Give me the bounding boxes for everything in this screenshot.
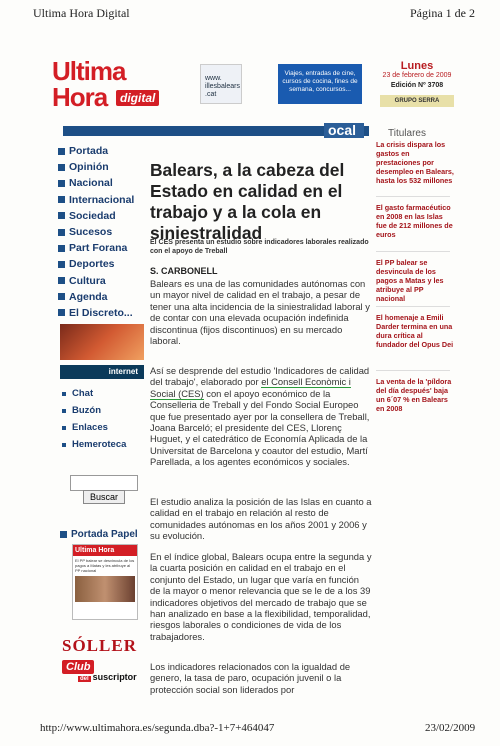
nav-item-label: Sociedad [69,209,116,222]
nav-item-label: Deportes [69,258,115,271]
titular-link[interactable]: La venta de la 'píldora del día después' baja un 6´07 % en Balears en 2008 [376,377,452,413]
nav-item-deportes[interactable] [58,256,148,272]
nav-item-label: Opinión [69,161,109,174]
titular-link[interactable]: El PP balear se desvincula de los pagos a Matas y les atribuye al PP nacional [376,258,444,303]
divider [376,251,450,252]
nav-item-portada[interactable] [58,143,148,159]
nav-item-label: Part Forana [69,242,128,255]
logo-line1: Ultima [52,56,126,86]
nav-item-nacional[interactable] [58,175,148,191]
site-logo[interactable] [52,58,172,114]
nav-item-cultura[interactable] [58,273,148,289]
nav-item-label: Sucesos [69,226,113,239]
club-prefix: del [80,676,89,682]
nav-item-label: Chat [72,388,94,399]
promo-banner[interactable] [60,324,144,360]
nav-item-buzon[interactable] [62,402,142,419]
edition-date: 23 de febrero de 2009 [382,72,452,79]
article-paragraph: Los indicadores relacionados con la igualdad de genero, la tasa de paro, ocupación juvenil o la protección social son liderados por [150,661,351,695]
nav-item-part-forana[interactable] [58,240,148,256]
print-header-title: Ultima Hora Digital [33,6,130,20]
nav-item-internacional[interactable] [58,192,148,208]
secondary-nav [62,385,142,453]
nav-item-sucesos[interactable] [58,224,148,240]
internet-banner[interactable]: internet [60,365,144,379]
edition-day: Lunes [400,60,434,72]
article-paragraph: En el índice global, Balears ocupa entre la segunda y la cuarta posición en calidad en el trabajo en el conjunto del Estado, un lugar que varía en función de la mayor o menor relevancia que se le de a los 39 indicadores objetivos del mercado de trabajo que se han analizado en base a la flexibilidad, temporalidad, riesgos laborales o condiciones de vida de los trabajadores. [150,551,372,642]
club-suscriptor-text: suscriptor [92,672,137,682]
square-bullet-icon [58,164,65,171]
club-suscriptor-banner[interactable] [62,660,146,684]
titular-link[interactable]: El gasto farmacéutico en 2008 en las Islas fue de 212 millones de euros [376,203,453,239]
nav-item-label: Nacional [69,177,113,190]
article-paragraph: Balears es una de las comunidades autónomas con un mayor nivel de calidad en el trabajo, a pesar de tener una alta incidencia de la siniestralidad laboral y de contar con una elevada ocupación indefinida discontinua (fijos discontinuos) en su mercado laboral. [150,278,370,347]
nav-item-label: Enlaces [72,422,108,433]
square-bullet-icon [58,293,65,300]
divider [376,306,450,307]
club-label: Club [62,660,94,674]
print-footer-date: 23/02/2009 [425,722,476,734]
nav-item-hemeroteca[interactable] [62,436,142,453]
square-bullet-icon [58,309,65,316]
divider [376,370,450,371]
cover-title: Ultima Hora [73,545,137,556]
nav-item-label: Buzón [72,405,102,416]
print-footer-url: http://www.ultimahora.es/segunda.dba?-1+7+464047 [40,722,275,734]
titular-link[interactable]: La crisis dispara los gastos en prestaciones por desempleo en Balears, hasta los 532 millones [376,140,454,185]
nav-item-el-discreto[interactable] [58,305,148,321]
search-input[interactable] [70,475,138,491]
soller-logo[interactable]: SÓLLER [62,636,137,655]
article-dek: El CES presenta un estudio sobre indicadores laborales realizado con el apoyo de Treball [150,239,369,255]
nav-item-agenda[interactable] [58,289,148,305]
nav-item-sociedad[interactable] [58,208,148,224]
paragraph-text: con el apoyo económico de la Conselleria de Treball y del Fondo Social Europeo que fue presentado ayer por la consellera de Treball, Joana Barceló; el presidente del CES, Llorenç Huguet, y el catedrático de Economía Aplicada de la Universitat de Barcelona y coautor del estudio, Martí Parellada, a los agentes económicos y sociales. [150,387,370,468]
bullet-icon [62,392,66,396]
ad-viajes[interactable]: Viajes, entradas de cine, cursos de cocina, fines de semana, concursos... [278,64,362,104]
divider [376,196,450,197]
print-header-page: Página 1 de 2 [410,6,475,20]
club-suscriptor-label [78,672,137,682]
nav-item-enlaces[interactable] [62,419,142,436]
logo-tag: digital [116,90,159,106]
nav-item-label: Portada [69,145,109,158]
nav-item-label: El Discreto... [69,306,133,319]
nav-item-label: Hemeroteca [72,439,127,450]
cover-headline: El PP balear se desvincula de los pagos a Matas y les atribuye al PP nacional [75,558,135,573]
square-bullet-icon [58,148,65,155]
logo-line2: Hora [52,82,108,112]
search-button[interactable]: Buscar [83,490,125,504]
nav-item-chat[interactable] [62,385,142,402]
nav-item-label: Internacional [69,193,135,206]
edition-number: Edición Nº 3708 [390,82,444,89]
portada-papel-link[interactable] [60,529,138,540]
square-bullet-icon [58,180,65,187]
bullet-icon [62,409,66,413]
sponsor-badge[interactable]: GRUPO SERRA [380,95,454,107]
section-label: ocal [324,123,364,138]
edition-info [372,60,462,89]
square-bullet-icon [58,245,65,252]
article-headline: Balears, a la cabeza del Estado en calidad en el trabajo y a la cola en siniestralidad [150,160,345,243]
portada-papel-label: Portada Papel [71,529,138,540]
ces-link[interactable]: el Consell Econòmic i Social (CES) [150,376,351,399]
article-paragraph: El estudio analiza la posición de las Islas en cuanto a calidad en el trabajo en relación al resto de comunidades autónomas en los años 2001 y 2006 y su evolución. [150,496,372,542]
square-bullet-icon [58,261,65,268]
square-bullet-icon [58,212,65,219]
nav-item-opinion[interactable] [58,159,148,175]
article-author: S. CARBONELL [150,266,218,276]
square-bullet-icon [58,196,65,203]
print-cover-thumbnail[interactable] [72,544,138,620]
main-nav [58,143,148,321]
paragraph-text: Así se desprende del estudio 'Indicadores de calidad del trabajo', elaborado por [150,365,370,388]
nav-item-label: Agenda [69,290,108,303]
bullet-icon [62,426,66,430]
ad-illesbalears[interactable]: www. illesbalears .cat [200,64,242,104]
nav-item-label: Cultura [69,274,106,287]
titulares-heading: Titulares [388,128,426,139]
square-bullet-icon [58,277,65,284]
bullet-icon [62,443,66,447]
square-bullet-icon [60,531,67,538]
cover-photo [75,576,135,602]
article-paragraph [150,365,372,468]
titular-link[interactable]: El homenaje a Emili Darder termina en una dura crítica al fundador del Opus Dei [376,313,454,349]
square-bullet-icon [58,229,65,236]
